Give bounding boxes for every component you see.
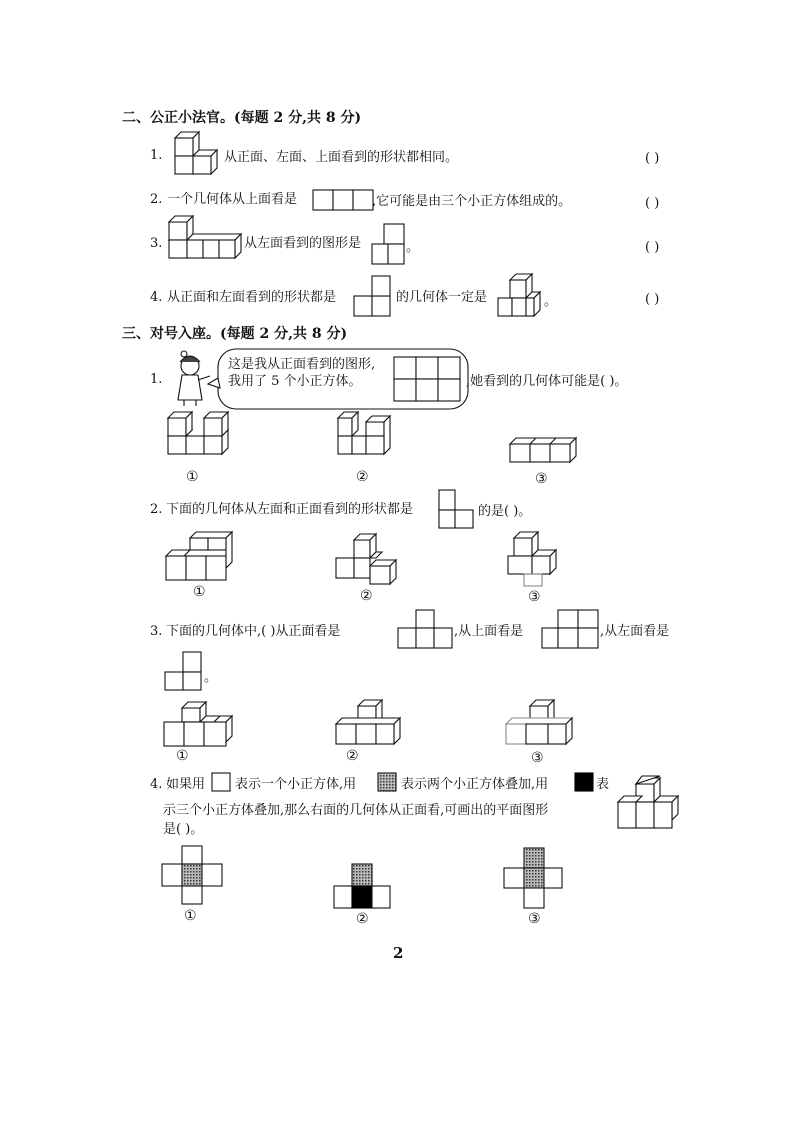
- s3-q3-top-view-figure: [540, 608, 602, 652]
- s3-q3-option-1-label[interactable]: ①: [176, 748, 189, 764]
- s3-q3-text-b: ,从上面看是: [454, 624, 524, 639]
- s2-q1-number: 1.: [150, 148, 163, 163]
- s3-q4-text-a: 如果用: [166, 777, 206, 792]
- s3-q4-option-3-label[interactable]: ③: [528, 911, 541, 927]
- s3-q1-number: 1.: [150, 372, 163, 387]
- double-cube-symbol: [377, 772, 399, 794]
- s2-q4-number: 4.: [150, 290, 163, 305]
- s2-q1-text: 从正面、左面、上面看到的形状都相同。: [224, 150, 459, 165]
- s3-q1-front-view-figure: [392, 355, 464, 405]
- s3-q1-tail: ,她看到的几何体可能是( )。: [466, 374, 628, 389]
- s3-q2-view-figure: [433, 488, 477, 532]
- s2-q2-top-view-figure: [312, 188, 374, 212]
- s3-q2-option-3-figure: [504, 532, 564, 588]
- s3-q3-text-d: 。: [204, 670, 218, 685]
- s3-q4-line3: 是( )。: [163, 822, 204, 837]
- cube-top: [175, 132, 199, 156]
- section-3-heading: 三、对号入座。(每题 2 分,共 8 分): [122, 326, 348, 342]
- s2-q4-cube-figure: [496, 274, 546, 322]
- s3-q3-option-2-label[interactable]: ②: [346, 748, 359, 764]
- s3-q2-text-b: 的是( )。: [478, 504, 532, 519]
- s2-q4-answer-box[interactable]: ( ): [645, 292, 660, 307]
- s3-q4-option-2-figure: [332, 862, 394, 912]
- bubble-line-1: 这是我从正面看到的图形,: [228, 357, 376, 372]
- s2-q3-number: 3.: [150, 236, 163, 251]
- s3-q1-option-3-figure: [508, 436, 580, 472]
- s3-q2-number: 2.: [150, 502, 163, 517]
- triple-cube-symbol: [574, 772, 596, 794]
- s3-q1-option-1-figure: [164, 414, 236, 470]
- s2-q4-text-a: 从正面和左面看到的形状都是: [167, 290, 337, 305]
- s2-q2-number: 2.: [150, 192, 163, 207]
- s3-q1-option-1-label[interactable]: ①: [186, 469, 199, 485]
- s3-q2-option-1-figure: [162, 532, 242, 584]
- s2-q3-text-b: 。: [406, 240, 420, 255]
- s3-q4-option-3-figure: [502, 846, 564, 912]
- s3-q3-option-3-label[interactable]: ③: [531, 750, 544, 766]
- s3-q3-left-view-figure: [163, 650, 207, 694]
- s3-q2-option-2-figure: [334, 532, 406, 588]
- s2-q4-text-c: 。: [544, 294, 558, 309]
- s3-q3-text-a: 下面的几何体中,( )从正面看是: [166, 624, 341, 639]
- s3-q2-option-1-label[interactable]: ①: [193, 584, 206, 600]
- s3-q3-front-view-figure: [396, 608, 456, 652]
- s2-q1-cube-figure: [165, 130, 225, 182]
- s3-q4-option-1-figure: [160, 844, 226, 910]
- s2-q4-view-figure: [352, 276, 392, 318]
- bubble-line-2: 我用了 5 个小正方体。: [228, 374, 362, 389]
- s2-q2-answer-box[interactable]: ( ): [645, 196, 660, 211]
- s2-q3-left-view-figure: [370, 222, 406, 266]
- page-number: 2: [393, 944, 404, 962]
- s3-q4-text-d: 表: [596, 777, 610, 792]
- s2-q2-text-a: 一个几何体从上面看是: [167, 192, 298, 207]
- section-2-heading: 二、公正小法官。(每题 2 分,共 8 分): [122, 110, 362, 126]
- s3-q1-option-2-figure: [334, 414, 396, 470]
- s3-q4-option-1-label[interactable]: ①: [184, 908, 197, 924]
- s3-q2-text-a: 下面的几何体从左面和正面看到的形状都是: [166, 502, 414, 517]
- s3-q3-option-1-figure: [162, 700, 242, 752]
- s2-q1-answer-box[interactable]: ( ): [645, 151, 660, 166]
- s3-q4-number: 4.: [150, 777, 163, 792]
- s2-q4-text-b: 的几何体一定是: [396, 290, 488, 305]
- s2-q3-text-a: 从左面看到的图形是: [244, 236, 362, 251]
- s3-q2-option-2-label[interactable]: ②: [360, 588, 373, 604]
- s3-q1-option-3-label[interactable]: ③: [535, 471, 548, 487]
- single-cube-symbol: [211, 772, 233, 794]
- s2-q3-answer-box[interactable]: ( ): [645, 240, 660, 255]
- s3-q4-solid-figure: [612, 772, 688, 832]
- s3-q3-option-2-figure: [332, 700, 412, 752]
- s3-q1-option-2-label[interactable]: ②: [356, 469, 369, 485]
- s3-q4-option-2-label[interactable]: ②: [356, 911, 369, 927]
- s3-q3-number: 3.: [150, 624, 163, 639]
- s2-q2-text-b: ,它可能是由三个小正方体组成的。: [372, 194, 572, 209]
- s2-q3-cube-figure: [165, 218, 245, 268]
- s3-q2-option-3-label[interactable]: ③: [528, 589, 541, 605]
- girl-illustration: [170, 348, 218, 408]
- s3-q3-option-3-figure: [502, 700, 582, 752]
- s3-q4-line2: 示三个小正方体叠加,那么右面的几何体从正面看,可画出的平面图形: [163, 803, 549, 818]
- s3-q3-text-c: ,从左面看是: [600, 624, 670, 639]
- s3-q4-text-b: 表示一个小正方体,用: [235, 777, 357, 792]
- s3-q4-text-c: 表示两个小正方体叠加,用: [401, 777, 549, 792]
